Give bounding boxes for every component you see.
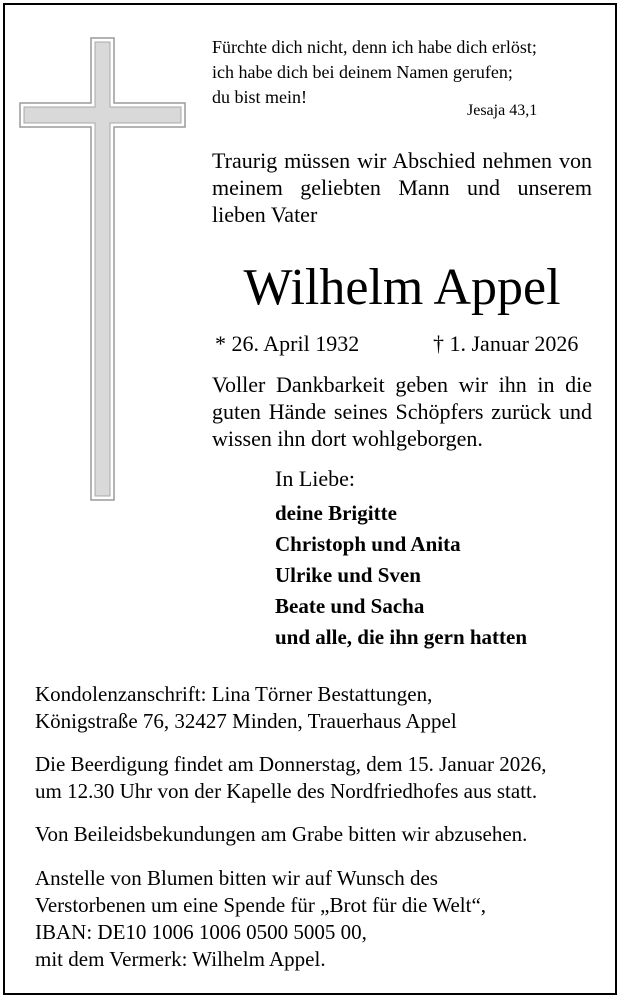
in-love-label: In Liebe: <box>275 466 356 491</box>
intro-text: Traurig müssen wir Abschied nehmen von meinem geliebten Mann und unserem lieben Vater <box>212 148 592 227</box>
verse-line-3: du bist mein! <box>212 87 307 107</box>
no-condolences-note <box>35 821 595 848</box>
funeral-info <box>35 751 595 805</box>
no-condolences-line: Von Beileidsbekundungen am Grabe bitten wir abzusehen. <box>35 822 528 846</box>
funeral-line-2: um 12.30 Uhr von der Kapelle des Nordfriedhofes aus statt. <box>35 779 538 803</box>
mourner-item: Beate und Sacha <box>275 594 425 618</box>
donation-line-1: Anstelle von Blumen bitten wir auf Wunsch des <box>35 866 438 890</box>
mourner-item: Christoph und Anita <box>275 532 461 556</box>
bible-verse <box>212 35 602 110</box>
cross-inner-shape <box>24 42 181 496</box>
verse-reference: Jesaja 43,1 <box>467 102 538 119</box>
mourner-item: und alle, die ihn gern hatten <box>275 625 528 649</box>
donation-line-3: IBAN: DE10 1006 1006 0500 5005 00, <box>35 920 367 944</box>
mourner-item: deine Brigitte <box>275 501 397 525</box>
cross-icon <box>5 5 195 505</box>
deceased-name: Wilhelm Appel <box>243 259 561 316</box>
condolence-line-1: Kondolenzanschrift: Lina Törner Bestattungen, <box>35 682 433 706</box>
donation-request <box>35 865 595 973</box>
verse-line-2: ich habe dich bei deinem Namen gerufen; <box>212 62 513 82</box>
funeral-line-1: Die Beerdigung findet am Donnerstag, dem 15. Januar 2026, <box>35 752 547 776</box>
donation-line-4: mit dem Vermerk: Wilhelm Appel. <box>35 947 326 971</box>
verse-line-1: Fürchte dich nicht, denn ich habe dich erlöst; <box>212 37 537 57</box>
condolence-line-2: Königstraße 76, 32427 Minden, Trauerhaus Appel <box>35 709 457 733</box>
condolence-address <box>35 681 595 735</box>
mourners-list <box>275 498 527 653</box>
death-date: † 1. Januar 2026 <box>433 331 579 356</box>
obituary-notice <box>3 3 617 995</box>
gratitude-text: Voller Dankbarkeit geben wir ihn in die guten Hände seines Schöpfers zurück und wissen ihn dort wohlgeborgen. <box>212 372 592 451</box>
mourner-item: Ulrike und Sven <box>275 563 421 587</box>
birth-date: * 26. April 1932 <box>215 331 360 356</box>
donation-line-2: Verstorbenen um eine Spende für „Brot für die Welt“, <box>35 893 487 917</box>
